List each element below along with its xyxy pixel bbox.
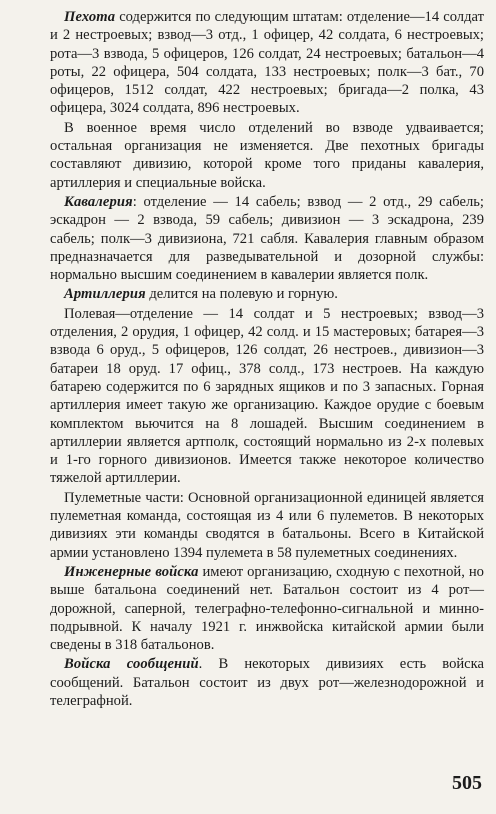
paragraph-text: делится на полевую и горную.: [145, 286, 338, 303]
paragraph-infantry: [50, 8, 484, 118]
paragraph-field-artillery: [50, 305, 484, 488]
term-infantry: Пехота: [64, 9, 116, 25]
paragraph-text: содержится по следующим штатам: отделение—14 солдат и 2 нестроевых; взвод—3 отд., 1 офицер, 42 солдата, 6 нестроевых; рота—3 взвода, 5 офицеров, 126 солдат, 24 нестроевых; батальон—4 роты, 22 офицера, 504 солдата, 133 нестроевых; полк—3 бат., 70 офицеров, 1512 солдат, 422 нестроевых; бригада—2 полка, 43 офицера, 3024 солдата, 896 нестроевых.: [50, 9, 484, 117]
paragraph-text: В военное время число отделений во взводе удваивается; остальная организация не изменяется. Две пехотных бригады составляют дивизию, которой кроме того приданы кавалерия, артиллерия и специальные войска.: [50, 119, 484, 191]
paragraph-text: Полевая—отделение — 14 солдат и 5 нестроевых; взвод—3 отделения, 2 орудия, 1 офицер, 42 солд. и 15 мастеровых; батарея—3 взвода 6 оруд., 5 офицеров, 126 солдат, 26 нестроев., дивизион—3 батареи 18 оруд. 17 офиц., 378 солд., 173 нестроев. На каждую батарею содержится по 6 зарядных ящиков и по 3 запасных. Горная артиллерия имеет такую же организацию. Каждое орудие с боевым комплектом вьючится на 8 лошадей. Высшим соединением в артиллерии является артполк, состоящий нормально из 2-х полевых и 1-го горного дивизионов. Имеется также некоторое количество тяжелой артиллерии.: [50, 305, 484, 487]
paragraph-communications: [50, 655, 484, 710]
paragraph-engineers: [50, 563, 484, 654]
paragraph-text: имеют организацию, сходную с пехотной, но выше батальона соединений нет. Батальон состоит из 4 рот—дорожной, саперной, телеграфно-телефонно-сигнальной и минно-подрывной. К началу 1921 г. инжвойска китайской армии были сведены в 318 батальонов.: [50, 563, 484, 654]
page-number: 505: [452, 772, 482, 794]
term-artillery: Артиллерия: [64, 286, 146, 303]
paragraph-text: . В некоторых дивизиях есть войска сообщений. Батальон состоит из двух рот—железнодорожной и телеграфной.: [50, 656, 484, 709]
paragraph-machine-gun: [50, 489, 484, 562]
term-cavalry: Кавалерия: [64, 193, 133, 210]
paragraph-text: : отделение — 14 сабель; взвод — 2 отд., 29 сабель; эскадрон — 2 взвода, 59 сабель; дивизион — 3 эскадрона, 239 сабель; полк—3 дивизиона, 721 сабля. Кавалерия главным образом предназначается для разведывательной и дозорной службы: нормально высшим соединением в кавалерии является полк.: [50, 193, 484, 284]
term-engineers: Инженерные войска: [64, 563, 199, 580]
paragraph-text: Пулеметные части: Основной организационной единицей является пулеметная команда, состоящая из 4 или 6 пулеметов. В некоторых дивизиях эти команды сводятся в батальоны. Всего в Китайской армии установлено 1394 пулемета в 58 пулеметных соединениях.: [50, 489, 484, 561]
paragraph-artillery: [50, 285, 484, 303]
paragraph-cavalry: [50, 193, 484, 284]
paragraph-wartime: [50, 119, 484, 192]
term-communications: Войска сообщений: [64, 656, 199, 673]
